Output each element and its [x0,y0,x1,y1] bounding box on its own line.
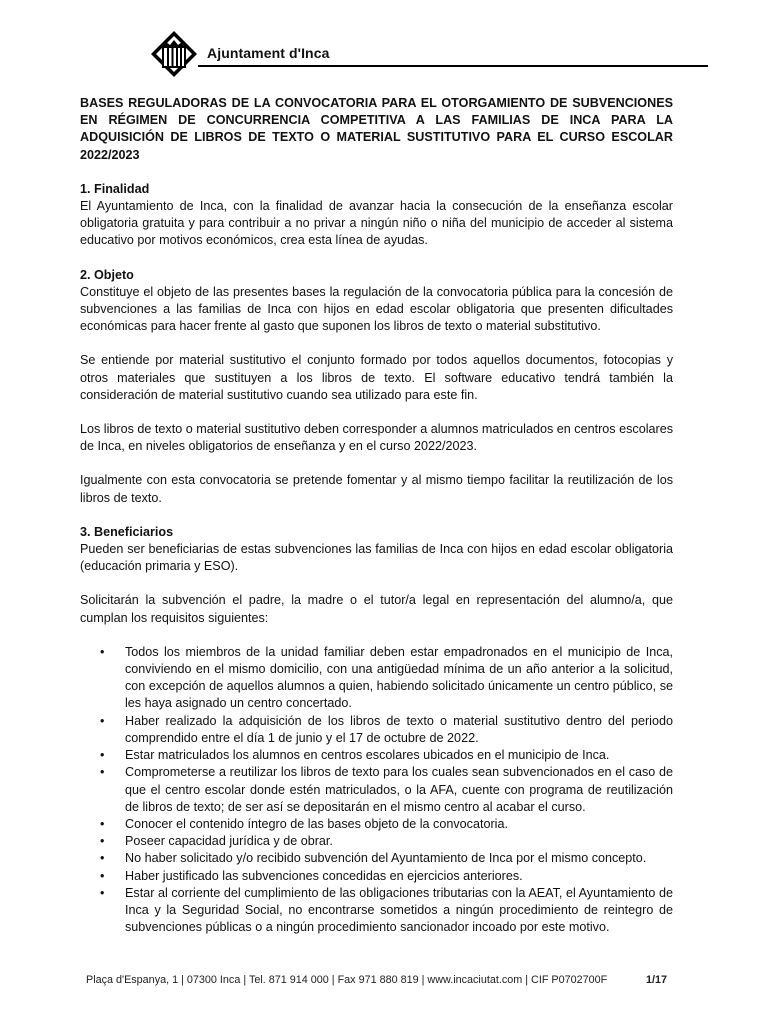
list-item: • Poseer capacidad jurídica y de obrar. [80,833,673,850]
list-item: • Estar matriculados los alumnos en centros escolares ubicados en el municipio de Inca. [80,747,673,764]
bullet-icon: • [100,644,105,659]
bullet-icon: • [100,851,105,866]
municipality-name: Ajuntament d'Inca [207,45,330,61]
section-heading-objeto: 2. Objeto [80,267,134,282]
requirements-list [80,644,673,936]
page-header [150,30,708,70]
list-item: • Estar al corriente del cumplimiento de las obligaciones tributarias con la AEAT, el Ayuntamiento de Inca y la Seguridad Social, no encontrarse sometidos a ningún procedimiento de reintegro de subvenciones públicas o a ningún procedimiento sancionador incoado por este motivo. [100,885,673,935]
bullet-icon: • [100,713,105,728]
page-number: 1/17 [646,974,668,986]
list-item: • No haber solicitado y/o recibido subvención del Ayuntamiento de Inca por el mismo concepto. [80,850,673,867]
document-title: BASES REGULADORAS DE LA CONVOCATORIA PARA EL OTORGAMIENTO DE SUBVENCIONES EN RÉGIMEN DE CONCURRENCIA COMPETITIVA A LAS FAMILIAS DE INCA PARA LA ADQUISICIÓN DE LIBROS DE TEXTO O MATERIAL SUSTITUTIVO PARA EL CURSO ESCOLAR 2022/2023 [80,96,673,162]
header-divider [198,65,708,67]
paragraph: Igualmente con esta convocatoria se pretende fomentar y al mismo tiempo facilitar la reutilización de los libros de texto. [80,473,673,505]
paragraph: Constituye el objeto de las presentes bases la regulación de la convocatoria pública para la concesión de subvenciones a las familias de Inca con hijos en edad escolar obligatoria que presenten dificultades económicas para hacer frente al gasto que suponen los libros de texto o material substitutivo. [80,284,673,334]
bullet-icon: • [100,765,105,780]
paragraph: Se entiende por material sustitutivo el conjunto formado por todos aquellos documentos, fotocopias y otros materiales que sustituyen a los libros de texto. El software educativo tendrá también la consideración de material sustitutivo cuando sea utilizado para este fin. [80,353,673,402]
bullet-icon: • [100,868,105,883]
bullet-icon: • [100,816,105,831]
list-item: • Haber realizado la adquisición de los libros de texto o material sustitutivo dentro del periodo comprendido entre el día 1 de junio y el 17 de octubre de 2022. [100,713,673,745]
list-item: • Todos los miembros de la unidad familiar deben estar empadronados en el municipio de Inca, conviviendo en el mismo domicilio, con una antigüedad mínima de un año anterior a la solicitud, con excepción de aquellos alumnos a quien, habiendo solicitado únicamente un centro público, se les haya asignado un centro concertado. [100,644,673,711]
document-body [80,95,673,936]
bullet-icon: • [100,748,105,763]
section-heading-finalidad: 1. Finalidad [80,181,150,196]
footer-address: Plaça d'Espanya, 1 | 07300 Inca | Tel. 871 914 000 | Fax 971 880 819 | www.incaciutat.com | CIF P0702700F [86,974,608,986]
paragraph: El Ayuntamiento de Inca, con la finalidad de avanzar hacia la consecución de la enseñanza escolar obligatoria gratuita y para contribuir a no privar a ningún niño o niña del municipio de acceder al sistema educativo por motivos económicos, crea esta línea de ayudas. [80,199,673,248]
list-item: • Comprometerse a reutilizar los libros de texto para los cuales sean subvencionados en el caso de que el centro escolar donde estén matriculados, o la AFA, cuente con programa de reutilización de libros de texto; de ser así se depositarán en el mismo centro al acabar el curso. [100,765,673,814]
list-item: • Conocer el contenido íntegro de las bases objeto de la convocatoria. [80,816,673,833]
list-item: • Haber justificado las subvenciones concedidas en ejercicios anteriores. [80,868,673,885]
section-heading-beneficiarios: 3. Beneficiarios [80,524,174,539]
bullet-icon: • [100,885,105,900]
inca-coat-of-arms-icon [150,30,198,78]
paragraph: Los libros de texto o material sustitutivo deben corresponder a alumnos matriculados en centros escolares de Inca, en niveles obligatorios de enseñanza y en el curso 2022/2023. [80,422,673,454]
paragraph: Solicitarán la subvención el padre, la madre o el tutor/a legal en representación del alumno/a, que cumplan los requisitos siguientes: [80,593,673,625]
bullet-icon: • [100,834,105,849]
paragraph: Pueden ser beneficiarias de estas subvenciones las familias de Inca con hijos en edad escolar obligatoria (educación primaria y ESO). [80,542,673,574]
